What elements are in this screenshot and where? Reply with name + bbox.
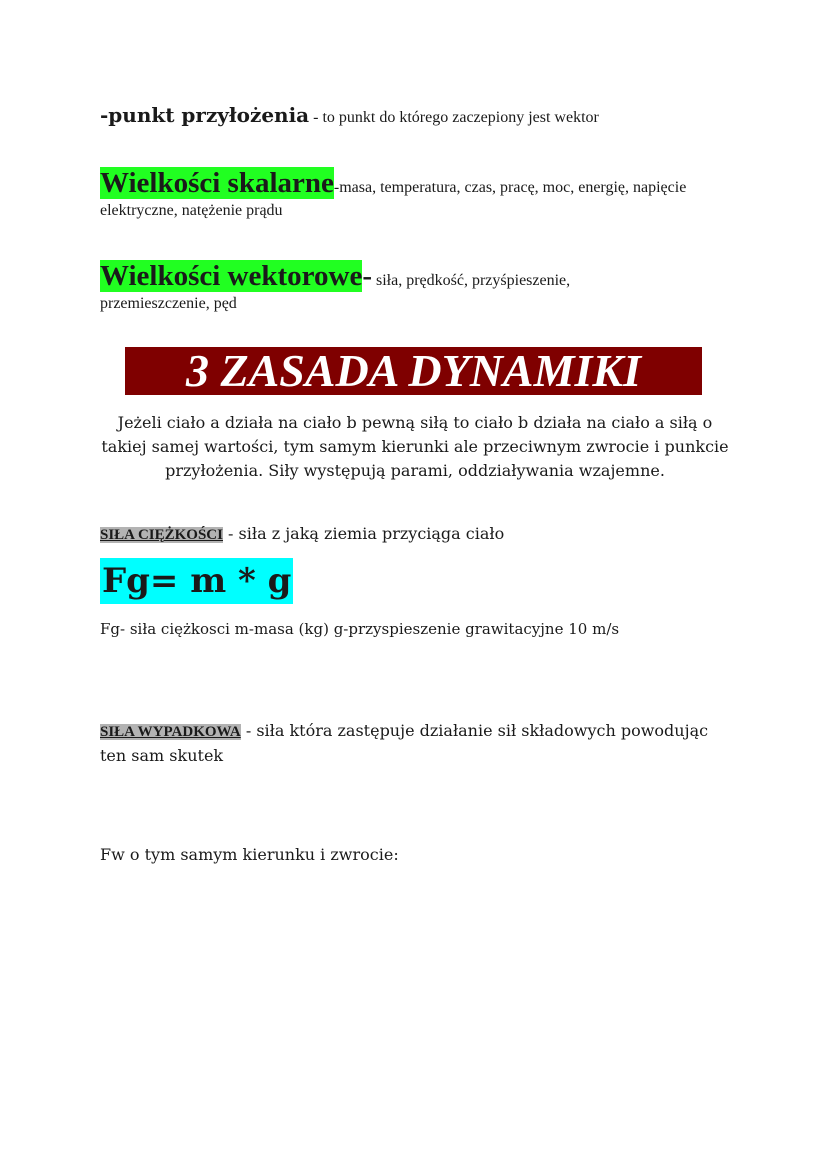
- vector-quantities-dash: -: [362, 260, 372, 292]
- resultant-same-direction-line: Fw o tym samym kierunku i zwrocie:: [100, 845, 399, 864]
- formula-legend: Fg- siła ciężkosci m-masa (kg) g-przyspieszenie grawitacyjne 10 m/s: [100, 620, 620, 638]
- scalar-quantities-term: Wielkości skalarne: [100, 167, 334, 199]
- resultant-force-term: SIŁA WYPADKOWA: [100, 724, 241, 740]
- vector-quantities-paragraph: [100, 261, 660, 315]
- gravity-term: SIŁA CIĘŻKOŚCI: [100, 527, 223, 543]
- gravity-definition: - siła z jaką ziemia przyciąga ciało: [222, 524, 505, 543]
- scalar-quantities-list: -masa, temperatura, czas, pracę, moc, energię, napięcie elektryczne, natężenie prądu: [100, 179, 687, 219]
- gravity-line: [100, 524, 740, 544]
- gravity-formula-row: [100, 558, 740, 604]
- gravity-formula: Fg= m * g: [100, 558, 293, 604]
- third-law-description: Jeżeli ciało a działa na ciało b pewną siłą to ciało b działa na ciało a siłą o takiej samej wartości, tym samym kierunki ale przeciwnym zwrocie i punkcie przyłożenia. Siły występują parami, oddziaływania wzajemne.: [101, 413, 729, 480]
- third-law-banner: 3 ZASADA DYNAMIKI: [125, 347, 702, 395]
- application-point-definition: - to punkt do którego zaczepiony jest wektor: [309, 109, 599, 126]
- resultant-force-paragraph: [100, 719, 730, 767]
- application-point-term: -punkt przyłożenia: [100, 103, 310, 127]
- vector-quantities-list: siła, prędkość, przyśpieszenie, przemieszczenie, pęd: [100, 272, 571, 312]
- scalar-quantities-paragraph: [100, 168, 730, 222]
- resultant-force-definition: - siła która zastępuje działanie sił składowych powodując ten sam skutek: [100, 721, 709, 765]
- application-point-line: [100, 103, 740, 129]
- vector-quantities-term: Wielkości wektorowe: [100, 260, 363, 292]
